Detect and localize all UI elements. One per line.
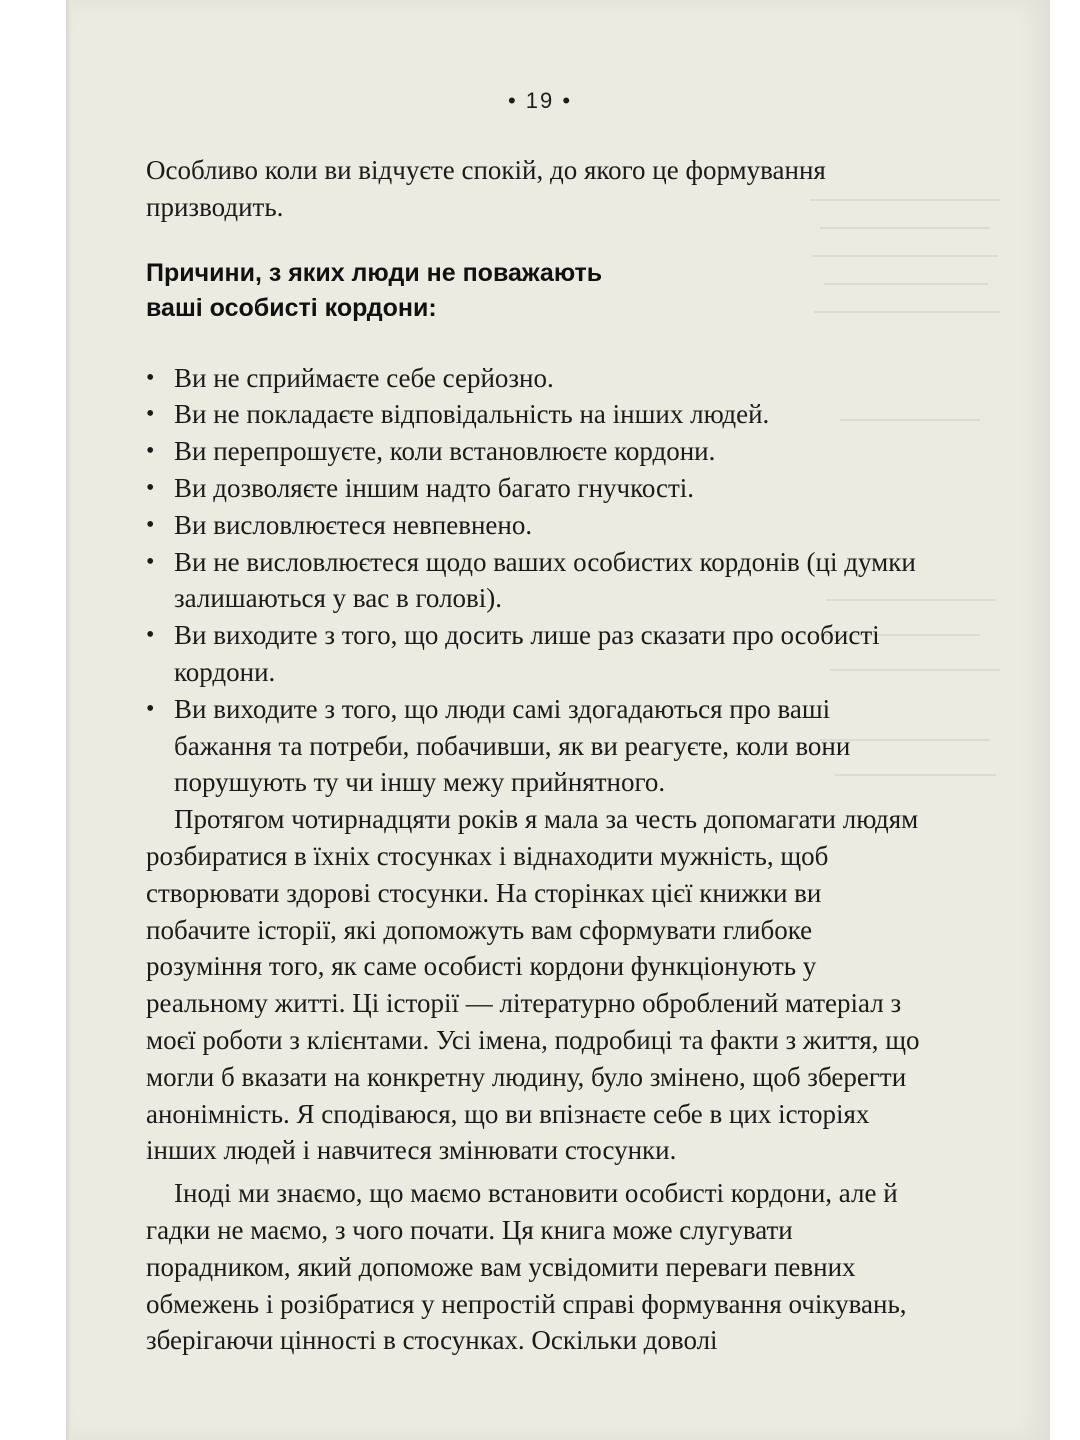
reason-item: • Ви перепрошуєте, коли встановлюєте кордони.	[146, 433, 922, 470]
heading-line-1: Причини, з яких люди не поважають	[146, 258, 603, 287]
reason-item: • Ви не сприймаєте себе серйозно.	[146, 360, 922, 397]
section-heading	[146, 256, 922, 326]
reason-item: • Ви висловлюєтеся невпевнено.	[146, 507, 922, 544]
heading-line-2: ваші особисті кордони:	[146, 293, 437, 322]
reason-item: • Ви виходите з того, що досить лише раз сказати про особисті кордони.	[146, 617, 922, 691]
page-content	[146, 152, 922, 1359]
reasons-list	[146, 360, 922, 802]
reason-item: • Ви не висловлюєтеся щодо ваших особистих кордонів (ці думки залишаються у вас в голові).	[146, 544, 922, 618]
body-paragraph: Протягом чотирнадцяти років я мала за честь допомагати людям розбиратися в їхніх стосунках і віднаходити мужність, щоб створювати здорові стосунки. На сторінках цієї книжки ви побачите історії, які допоможуть вам сформувати глибоке розуміння того, як саме особисті кордони функціонують у реальному житті. Ці історії — літературно оброблений матеріал з моєї роботи з клієнтами. Усі імена, подробиці та факти з життя, що могли б вказати на конкретну людину, було змінено, щоб зберегти анонімність. Я сподіваюся, що ви впізнаєте себе в цих історіях інших людей і навчитеся змінювати стосунки.	[146, 804, 920, 1166]
intro-paragraph: Особливо коли ви відчуєте спокій, до якого це формування призводить.	[146, 155, 826, 222]
page-number: • 19 •	[507, 88, 573, 113]
body-paragraph: Іноді ми знаємо, що маємо встановити особисті кордони, але й гадки не маємо, з чого почати. Ця книга може слугувати порадником, який допоможе вам усвідомити переваги певних обмежень і розібратися у непростій справі формування очікувань, зберігаючи цінності в стосунках. Оскільки доволі	[146, 1178, 907, 1356]
reason-item: • Ви виходите з того, що люди самі здогадаються про ваші бажання та потреби, побачивши, як ви реагуєте, коли вони порушують ту чи іншу межу прийнятного.	[146, 691, 922, 801]
reason-item: • Ви дозволяєте іншим надто багато гнучкості.	[146, 470, 922, 507]
reason-item: • Ви не покладаєте відповідальність на інших людей.	[146, 396, 922, 433]
